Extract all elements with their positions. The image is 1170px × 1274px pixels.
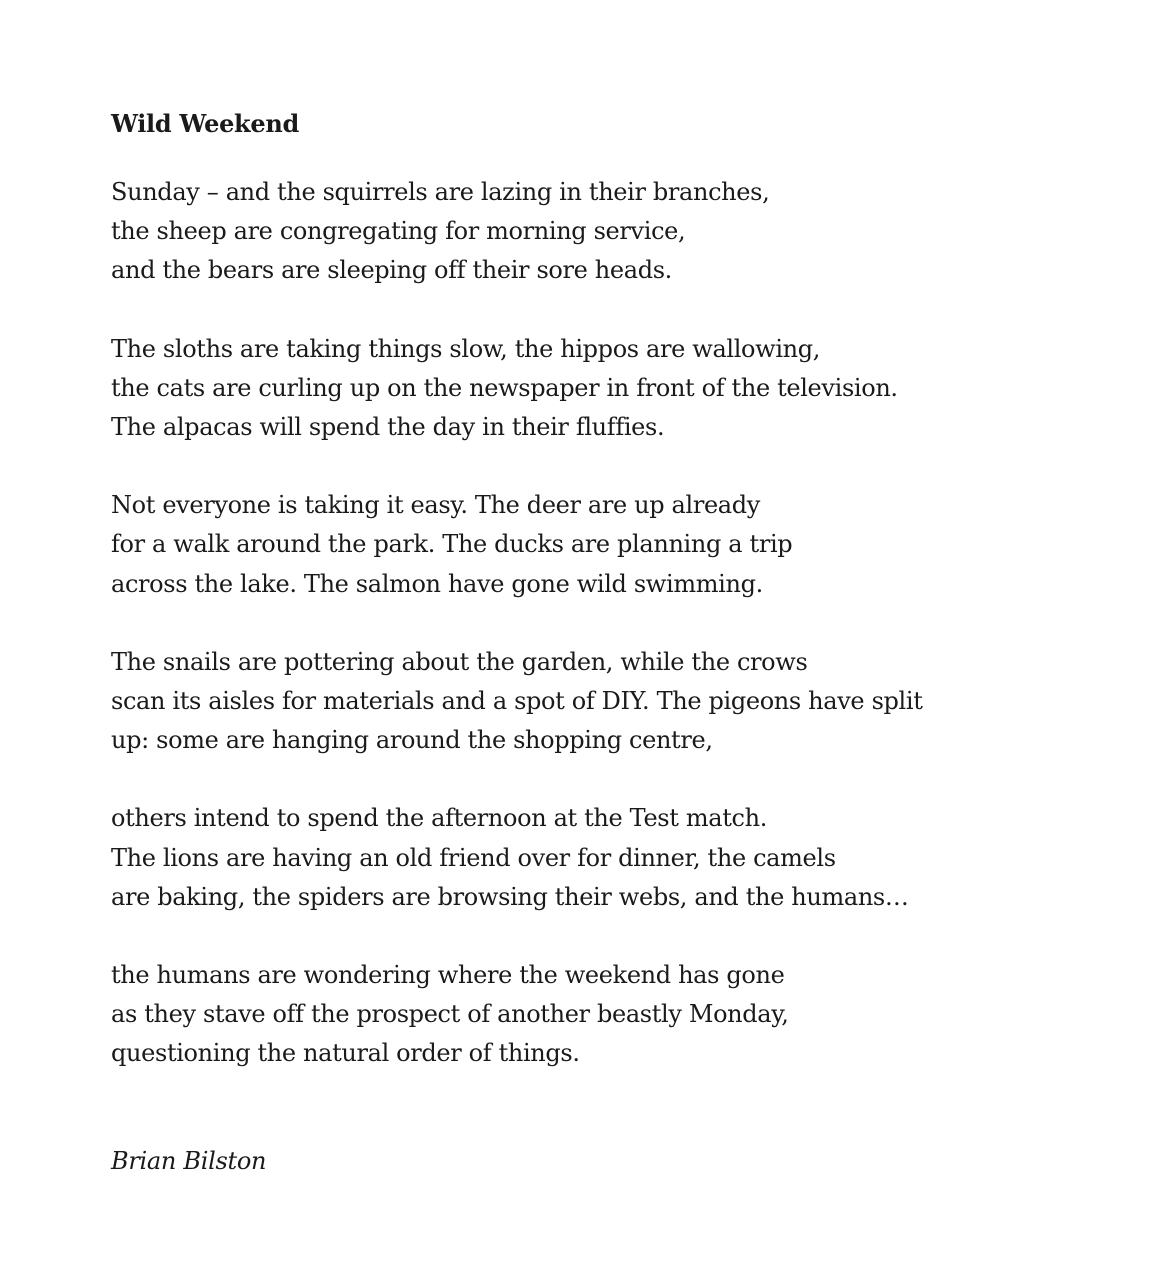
poem-line: The alpacas will spend the day in their fluffies. [111,413,665,442]
poem-line: across the lake. The salmon have gone wild swimming. [111,569,763,598]
poem-line: the sheep are congregating for morning service, [111,217,686,246]
poem-line: The lions are having an old friend over for dinner, the camels [111,843,836,872]
stanza-6 [111,956,1111,1074]
poem-line: as they stave off the prospect of another beastly Monday, [111,1000,789,1029]
stanza-3 [111,486,1111,604]
poem-line: The sloths are taking things slow, the hippos are wallowing, [111,334,821,363]
poem-line: up: some are hanging around the shopping centre, [111,726,713,755]
stanza-2 [111,330,1111,448]
poem-line: the humans are wondering where the weekend has gone [111,961,785,990]
poem-line: others intend to spend the afternoon at the Test match. [111,804,767,833]
poem-line: The snails are pottering about the garden, while the crows [111,647,808,676]
stanza-4 [111,643,1111,761]
poem-line: Sunday – and the squirrels are lazing in their branches, [111,178,770,206]
poem-line: the cats are curling up on the newspaper in front of the television. [111,373,898,402]
poem-line: questioning the natural order of things. [111,1039,580,1068]
poem-line: for a walk around the park. The ducks are planning a trip [111,530,793,559]
poem-title: Wild Weekend [111,109,299,138]
stanza-5 [111,799,1111,917]
poem-line: are baking, the spiders are browsing their webs, and the humans… [111,882,909,911]
poem-page [111,105,1111,1175]
poem-author: Brian Bilston [111,1147,267,1175]
poem-line: Not everyone is taking it easy. The deer are up already [111,491,760,520]
stanza-1 [111,173,1111,291]
poem-line: scan its aisles for materials and a spot of DIY. The pigeons have split [111,687,923,716]
poem-line: and the bears are sleeping off their sore heads. [111,256,672,285]
